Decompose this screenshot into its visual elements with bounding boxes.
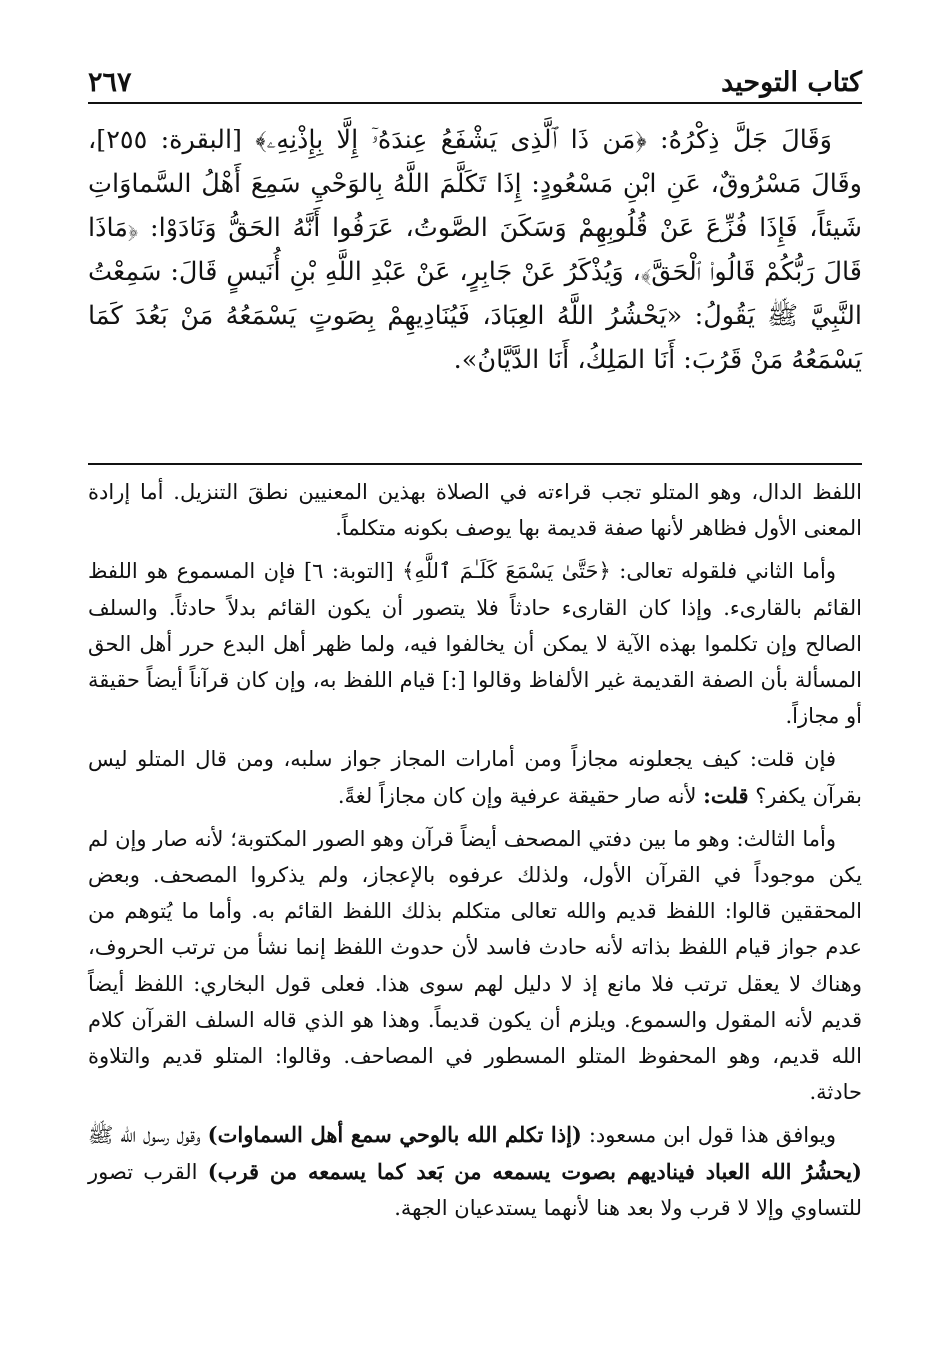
footnote-3-question: فإن قلت: كيف يجعلونه مجازاً ومن أمارات المجاز جواز سلبه، ومن قال المتلو ليس بقرآن يكفر؟ <box>88 747 862 808</box>
footnote-3-answer: لأنه صار حقيقة عرفية وإن كان مجازاً لغةً. <box>337 783 697 808</box>
page-header <box>88 58 862 104</box>
footnote-5-intro: ويوافق هذا قول ابن مسعود: <box>588 1123 836 1148</box>
page-number: ٢٦٧ <box>88 67 132 98</box>
footnote-3-answer-label: قلت: <box>703 782 749 808</box>
footnote-paragraph-4: وأما الثالث: وهو ما بين دفتي المصحف أيضاً قرآن وهو الصور المكتوبة؛ لأنه صار وإن لم يكن موجوداً في القرآن الأول، ولذلك عرفوه بالإعجاز، ولم يذكروا المصحف. وبعض المحققين قالوا: اللفظ قديم والله تعالى متكلم بذلك اللفظ القائم به. وأما ما يُتوهم من عدم جواز قيام اللفظ بذاته لأنه حادث فاسد لأن حدوث اللفظ إنما نشأ من ترتب الحروف، وهناك لا يعقل ترتب فلا مانع إذ لا دليل لهم سوى هذا. فعلى قول البخاري: اللفظ أيضاً قديم لأنه المقول والسموع. ويلزم أن يكون قديماً. وهذا هو الذي قاله السلف القرآن كلام الله قديم، وهو المحفوظ المتلو المسطور في المصاحف. وقالوا: المتلو قديم والتلاوة حادثة. <box>88 826 863 1105</box>
book-title: كتاب التوحيد <box>721 67 862 98</box>
footnote-5-middle: وقول رسول الله ﷺ <box>88 1123 201 1148</box>
footnotes <box>88 474 862 1233</box>
footnote-5-end: القرب تصور للتساوي وإلا لا قرب ولا بعد هنا لأنهما يستدعيان الجهة. <box>88 1159 862 1220</box>
footnote-5-quote-1: (إذا تكلم الله بالوحي سمع أهل السماوات) <box>207 1122 582 1148</box>
main-text <box>88 118 862 382</box>
footnote-paragraph-2: وأما الثاني فلقوله تعالى: ﴿حَتَّىٰ يَسْمَعَ كَلَـٰمَ ٱللَّهِ﴾ [التوبة: ٦] فإن المسموع هو اللفظ القائم بالقارىء. وإذا كان القارىء حادثاً فلا يتصور أن يكون القائم بدلاً حادثاً. والسلف الصالح وإن تكلموا بهذه الآية لا يمكن أن يخالفوا فيه، ولما ظهر أهل البدع حرر أهل الحق المسألة بأن الصفة القديمة غير الألفاظ وقالوا [:] قيام اللفظ به، وإن كان قرآناً أيضاً حقيقة أو مجازاً. <box>88 559 863 729</box>
footnote-paragraph-1: اللفظ الدال، وهو المتلو تجب قراءته في الصلاة بهذين المعنيين نطقَ التنزيل. أما إرادة المعنى الأول فظاهر لأنها صفة قديمة بها يوصف بكونه متكلماً. <box>88 480 862 541</box>
footnote-paragraph-3 <box>88 741 862 813</box>
footnote-paragraph-5 <box>88 1117 862 1226</box>
footnote-5-quote-2: (يحشُرُ الله العباد فيناديهم بصوت يسمعه من بَعد كما يسمعه من قرب) <box>207 1158 862 1184</box>
main-paragraph: وَقَالَ جَلَّ ذِكْرُهُ: ﴿مَن ذَا ٱلَّذِى يَشْفَعُ عِندَهُۥٓ إِلَّا بِإِذْنِهِۦ﴾ [البقرة: ٢٥٥]، وقَالَ مَسْرُوقٌ، عَنِ ابْنِ مَسْعُودٍ: إِذَا تَكَلَّمَ اللَّهُ بِالوَحْيِ سَمِعَ أَهْلُ السَّماوَاتِ شَيئاً، فَإِذَا فُزِّعَ عَنْ قُلُوبِهِمْ وَسَكَنَ الصَّوتُ، عَرَفُوا أَنَّهُ الحَقُّ وَنَادَوْا: ﴿مَاذَا قَالَ رَبُّكُمْ قَالُوا۟ ٱلْحَقَّ﴾، وَيُذْكَرُ عَنْ جَابِرٍ، عَنْ عَبْدِ اللَّهِ بْنِ أُنَيسٍ قَالَ: سَمِعْتُ النَّبِيَّ ﷺ يَقُولُ: «يَحْشُرُ اللَّهُ العِبَادَ، فَيُنَادِيهِمْ بِصَوتٍ يَسْمَعُهُ مَنْ بَعُدَ كَمَا يَسْمَعُهُ مَنْ قَرُبَ: أَنَا المَلِكُ، أَنَا الدَّيَّانُ». <box>88 125 862 375</box>
footnote-divider <box>88 463 862 465</box>
